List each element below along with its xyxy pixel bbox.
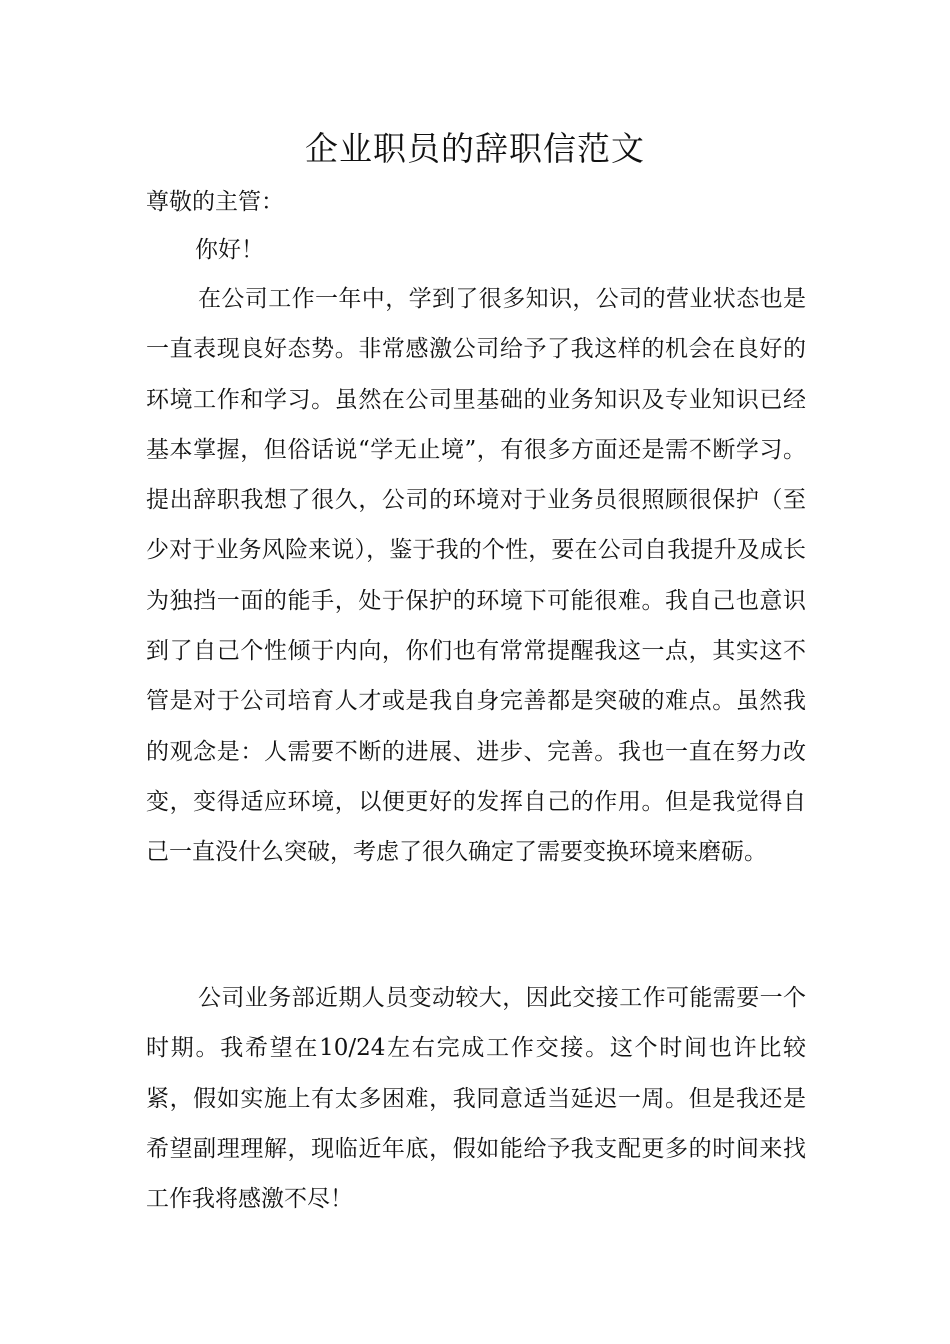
body-paragraph-2: 公司业务部近期人员变动较大，因此交接工作可能需要一个时期。我希望在10/24左右完成工作交接。这个时间也许比较紧，假如实施上有太多困难，我同意适当延迟一周。但是我还是希望副理理解，现临近年底，假如能给予我支配更多的时间来找工作我将感激不尽！ [146, 985, 806, 1213]
salutation: 尊敬的主管： [146, 189, 284, 215]
greeting: 你好！ [195, 237, 264, 263]
body-paragraph-1: 在公司工作一年中，学到了很多知识，公司的营业状态也是一直表现良好态势。非常感激公司给予了我这样的机会在良好的环境工作和学习。虽然在公司里基础的业务知识及专业知识已经基本掌握，但俗话说“学无止境”，有很多方面还是需不断学习。提出辞职我想了很久，公司的环境对于业务员很照顾很保护（至少对于业务风险来说），鉴于我的个性，要在公司自我提升及成长为独挡一面的能手，处于保护的环境下可能很难。我自己也意识到了自己个性倾于内向，你们也有常常提醒我这一点，其实这不管是对于公司培育人才或是我自身完善都是突破的难点。虽然我的观念是：人需要不断的进展、进步、完善。我也一直在努力改变，变得适应环境，以便更好的发挥自己的作用。但是我觉得自己一直没什么突破，考虑了很久确定了需要变换环境来磨砺。 [146, 286, 806, 866]
document-title: 企业职员的辞职信范文 [305, 129, 645, 168]
